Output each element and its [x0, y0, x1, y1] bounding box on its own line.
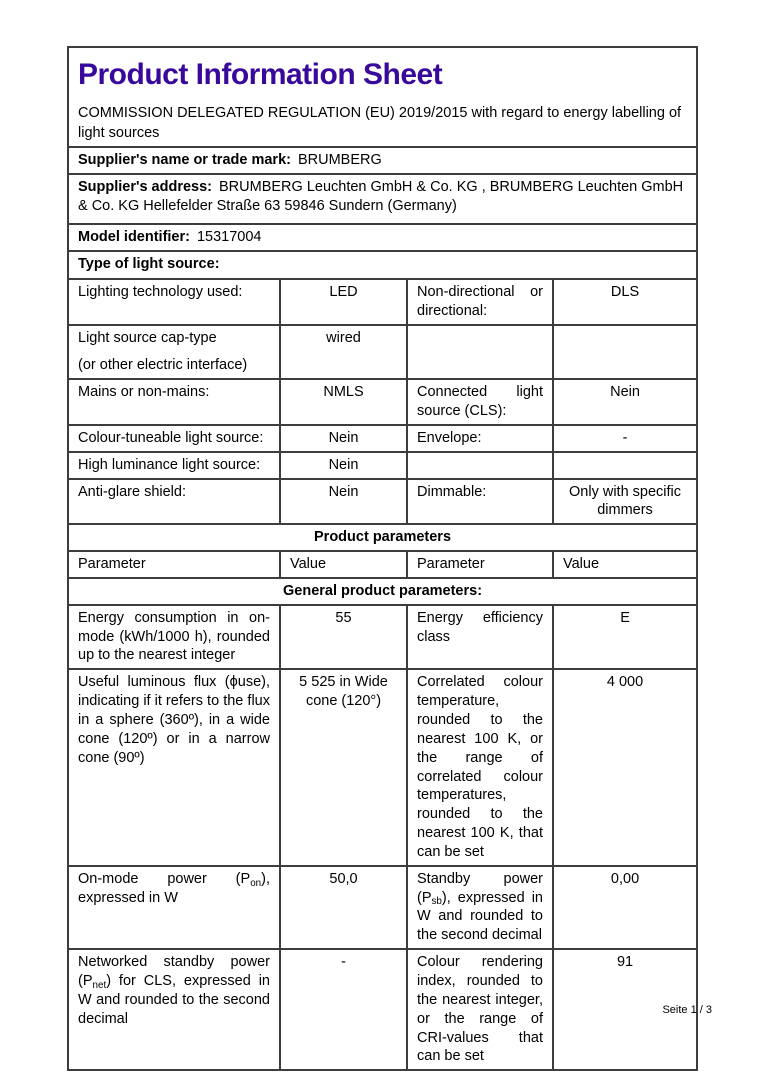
param-label: Colour rendering index, rounded to the nearest integer, or the range of CRI-values that can be set [407, 949, 553, 1070]
param-label: Dimmable: [407, 479, 553, 525]
param-value: 55 [280, 605, 407, 670]
product-parameters-title: Product parameters [68, 524, 697, 551]
column-header-row [68, 551, 697, 578]
param-label-text: On-mode power (P [78, 870, 251, 887]
param-value: Only with specific dimmers [553, 479, 697, 525]
title-row [68, 47, 697, 147]
supplier-name-value: BRUMBERG [297, 152, 382, 169]
param-label-text: ) for CLS, expressed in W and rounded to the second decimal [78, 972, 270, 1027]
model-identifier-row [68, 224, 697, 251]
param-label: Envelope: [407, 425, 553, 452]
param-value: - [280, 949, 407, 1070]
param-value: 50,0 [280, 866, 407, 949]
table-row [68, 279, 697, 325]
param-label [68, 325, 280, 380]
param-label [407, 452, 553, 479]
param-value: - [553, 425, 697, 452]
supplier-address-row [68, 174, 697, 224]
table-row [68, 325, 697, 380]
param-label: Colour-tuneable light source: [68, 425, 280, 452]
column-header: Value [280, 551, 407, 578]
param-label: Lighting technology used: [68, 279, 280, 325]
model-identifier-label: Model identifier: [78, 228, 190, 245]
param-label [407, 325, 553, 380]
param-value: 0,00 [553, 866, 697, 949]
product-parameters-header-row [68, 524, 697, 551]
page-number: Seite 1 / 3 [662, 1004, 712, 1016]
param-label [68, 866, 280, 949]
table-row [68, 425, 697, 452]
model-identifier-cell [68, 224, 697, 251]
param-label: Energy efficiency class [407, 605, 553, 670]
param-label-text: Networked standby power (P [78, 954, 270, 989]
param-label-line2: (or other electric interface) [78, 357, 248, 374]
table-row [68, 452, 697, 479]
param-label: Useful luminous flux (ϕuse), indicating if it refers to the flux in a sphere (360º), in a wide cone (120º) or in a narrow cone (90º) [68, 669, 280, 865]
param-value: wired [280, 325, 407, 380]
param-value: 4 000 [553, 669, 697, 865]
table-row [68, 479, 697, 525]
param-label: Anti-glare shield: [68, 479, 280, 525]
supplier-address-cell [68, 174, 697, 224]
param-label-subscript: net [92, 979, 107, 991]
param-label: Mains or non-mains: [68, 379, 280, 425]
supplier-name-cell [68, 147, 697, 174]
supplier-address-label: Supplier's address: [78, 178, 212, 195]
column-header: Parameter [68, 551, 280, 578]
type-section-header: Type of light source: [68, 251, 697, 279]
param-label: Non-directional or directional: [407, 279, 553, 325]
param-value: LED [280, 279, 407, 325]
param-label: High luminance light source: [68, 452, 280, 479]
param-label-text: ), expressed in W and rounded to the second decimal [417, 889, 543, 944]
product-info-table [67, 46, 698, 1071]
param-value [553, 325, 697, 380]
table-row [68, 605, 697, 670]
table-row [68, 949, 697, 1070]
param-value: DLS [553, 279, 697, 325]
table-row [68, 866, 697, 949]
param-label: Energy consumption in on-mode (kWh/1000 h), rounded up to the nearest integer [68, 605, 280, 670]
param-value: Nein [553, 379, 697, 425]
param-value: 5 525 in Wide cone (120°) [280, 669, 407, 865]
param-label [407, 866, 553, 949]
general-parameters-header-row [68, 578, 697, 605]
supplier-address-value: BRUMBERG Leuchten GmbH & Co. KG , BRUMBERG Leuchten GmbH & Co. KG Hellefelder Straße 63 59846 Sundern (Germany) [78, 178, 684, 214]
param-label [68, 949, 280, 1070]
param-value: E [553, 605, 697, 670]
title-cell [68, 47, 697, 147]
param-value: 91 [553, 949, 697, 1070]
param-value: Nein [280, 452, 407, 479]
supplier-name-label: Supplier's name or trade mark: [78, 152, 291, 169]
param-value: Nein [280, 479, 407, 525]
param-label-subscript: sb [431, 896, 442, 908]
param-value: NMLS [280, 379, 407, 425]
param-label: Correlated colour temperature, rounded to the nearest 100 K, or the range of correlated colour temperatures, rounded to the nearest 100 K, that can be set [407, 669, 553, 865]
column-header: Parameter [407, 551, 553, 578]
page-subtitle: COMMISSION DELEGATED REGULATION (EU) 2019/2015 with regard to energy labelling of light sources [78, 105, 682, 141]
param-value [553, 452, 697, 479]
general-parameters-title: General product parameters: [68, 578, 697, 605]
table-row [68, 669, 697, 865]
type-section-header-row [68, 251, 697, 279]
param-value: Nein [280, 425, 407, 452]
param-label-subscript: on [250, 877, 262, 889]
supplier-name-row [68, 147, 697, 174]
param-label: Connected light source (CLS): [407, 379, 553, 425]
param-label-line1: Light source cap-type [78, 329, 217, 346]
page-title: Product Information Sheet [78, 58, 443, 91]
table-row [68, 379, 697, 425]
model-identifier-value: 15317004 [196, 228, 262, 245]
column-header: Value [553, 551, 697, 578]
param-label-text: ), expressed in W [78, 870, 270, 906]
param-label-text: Standby power (P [417, 870, 543, 906]
